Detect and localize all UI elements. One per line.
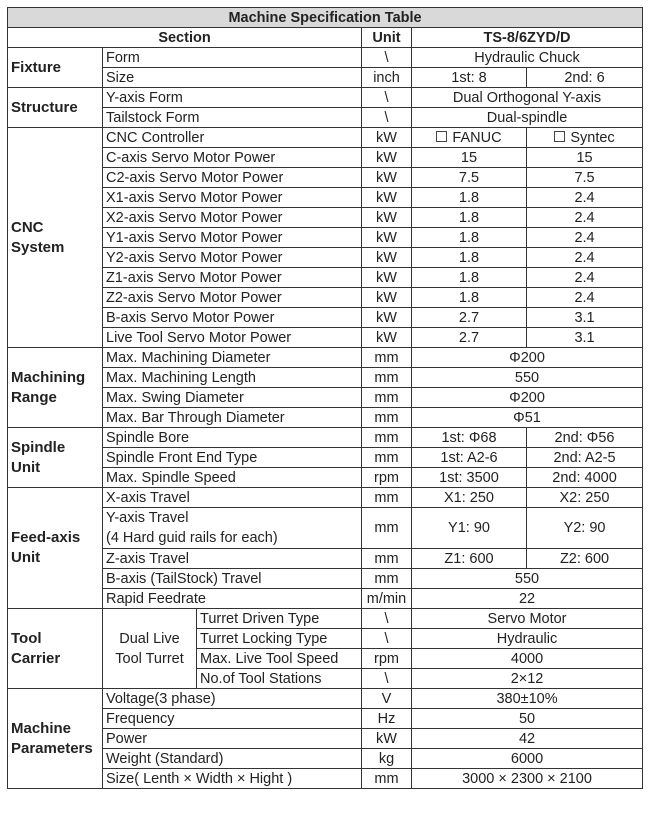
row-label: X1-axis Servo Motor Power bbox=[103, 188, 362, 208]
row-unit: kW bbox=[362, 148, 412, 168]
row-value: 4000 bbox=[412, 649, 643, 669]
subsection-line-1: Dual Live bbox=[119, 630, 180, 647]
row-label: Y-axis Form bbox=[103, 88, 362, 108]
row-label: B-axis Servo Motor Power bbox=[103, 308, 362, 328]
table-row bbox=[8, 48, 643, 68]
row-value-1: 15 bbox=[412, 148, 527, 168]
row-value-2: X2: 250 bbox=[527, 488, 643, 508]
section-tool-carrier bbox=[8, 609, 103, 689]
table-row bbox=[8, 168, 643, 188]
row-unit: mm bbox=[362, 388, 412, 408]
row-value-1: 1.8 bbox=[412, 188, 527, 208]
row-value-2: 2.4 bbox=[527, 288, 643, 308]
row-label-line-1: Y-axis Travel bbox=[106, 510, 189, 526]
row-unit: mm bbox=[362, 348, 412, 368]
row-label: Size bbox=[103, 68, 362, 88]
section-line-2: Carrier bbox=[11, 649, 61, 667]
row-unit: mm bbox=[362, 549, 412, 569]
section-line-2: Unit bbox=[11, 458, 41, 476]
row-label: Turret Locking Type bbox=[197, 629, 362, 649]
row-label: CNC Controller bbox=[103, 128, 362, 148]
row-label: C-axis Servo Motor Power bbox=[103, 148, 362, 168]
table-row bbox=[8, 268, 643, 288]
row-value: Servo Motor bbox=[412, 609, 643, 629]
row-label: Max. Bar Through Diameter bbox=[103, 408, 362, 428]
row-value-1: 1st: Φ68 bbox=[412, 428, 527, 448]
row-label: Max. Spindle Speed bbox=[103, 468, 362, 488]
row-value-2: 15 bbox=[527, 148, 643, 168]
row-label: Live Tool Servo Motor Power bbox=[103, 328, 362, 348]
row-unit: rpm bbox=[362, 649, 412, 669]
section-line-2: System bbox=[11, 238, 65, 256]
section-cnc-system bbox=[8, 128, 103, 348]
row-value-1: 1.8 bbox=[412, 228, 527, 248]
row-unit: mm bbox=[362, 428, 412, 448]
row-label: Weight (Standard) bbox=[103, 749, 362, 769]
header-section: Section bbox=[8, 28, 362, 48]
row-value: 22 bbox=[412, 589, 643, 609]
row-label: Y1-axis Servo Motor Power bbox=[103, 228, 362, 248]
row-value-1: 1st: 8 bbox=[412, 68, 527, 88]
row-unit: \ bbox=[362, 88, 412, 108]
checkbox-icon[interactable] bbox=[554, 131, 565, 142]
row-value-2: 2.4 bbox=[527, 248, 643, 268]
section-line-1: Feed-axis bbox=[11, 529, 81, 546]
row-value-2: 2.4 bbox=[527, 188, 643, 208]
row-unit: kW bbox=[362, 268, 412, 288]
row-label: Z1-axis Servo Motor Power bbox=[103, 268, 362, 288]
row-value: 3000 × 2300 × 2100 bbox=[412, 769, 643, 789]
spec-table-container bbox=[7, 7, 643, 789]
table-row bbox=[8, 569, 643, 589]
table-row bbox=[8, 388, 643, 408]
row-value-2: Z2: 600 bbox=[527, 549, 643, 569]
table-row bbox=[8, 188, 643, 208]
section-line-1: Tool bbox=[11, 629, 42, 647]
row-label: Spindle Front End Type bbox=[103, 448, 362, 468]
table-row bbox=[8, 448, 643, 468]
section-line-1: Spindle bbox=[11, 438, 66, 456]
controller-option-syntec[interactable] bbox=[527, 128, 643, 148]
table-row bbox=[8, 609, 643, 629]
table-row bbox=[8, 468, 643, 488]
row-value-2: Y2: 90 bbox=[527, 508, 643, 549]
row-value-2: 2.4 bbox=[527, 228, 643, 248]
row-value: 380±10% bbox=[412, 689, 643, 709]
table-row bbox=[8, 108, 643, 128]
row-label: X2-axis Servo Motor Power bbox=[103, 208, 362, 228]
row-unit: \ bbox=[362, 669, 412, 689]
row-value-2: 2nd: A2-5 bbox=[527, 448, 643, 468]
row-unit: kW bbox=[362, 248, 412, 268]
row-label: X-axis Travel bbox=[103, 488, 362, 508]
header-row bbox=[8, 28, 643, 48]
table-row bbox=[8, 508, 643, 549]
subsection-line-2: Tool Turret bbox=[115, 650, 184, 667]
row-label: Tailstock Form bbox=[103, 108, 362, 128]
row-value-2: 2nd: Φ56 bbox=[527, 428, 643, 448]
row-label: Size( Lenth × Width × Hight ) bbox=[103, 769, 362, 789]
table-row bbox=[8, 709, 643, 729]
row-value-2: 2nd: 4000 bbox=[527, 468, 643, 488]
row-value: 50 bbox=[412, 709, 643, 729]
row-value: 550 bbox=[412, 569, 643, 589]
row-value: 42 bbox=[412, 729, 643, 749]
row-unit: m/min bbox=[362, 589, 412, 609]
section-machine-parameters bbox=[8, 689, 103, 789]
table-row bbox=[8, 328, 643, 348]
row-label: Max. Live Tool Speed bbox=[197, 649, 362, 669]
row-value-2: 2.4 bbox=[527, 208, 643, 228]
table-row bbox=[8, 308, 643, 328]
row-unit: Hz bbox=[362, 709, 412, 729]
row-unit: \ bbox=[362, 609, 412, 629]
row-label: Power bbox=[103, 729, 362, 749]
table-row bbox=[8, 148, 643, 168]
row-label: No.of Tool Stations bbox=[197, 669, 362, 689]
row-value-1: 1.8 bbox=[412, 248, 527, 268]
title-row bbox=[8, 8, 643, 28]
row-label-multiline bbox=[103, 508, 362, 549]
table-row bbox=[8, 208, 643, 228]
section-structure: Structure bbox=[8, 88, 103, 128]
row-value-2: 3.1 bbox=[527, 328, 643, 348]
row-value-1: 1.8 bbox=[412, 268, 527, 288]
row-unit: mm bbox=[362, 488, 412, 508]
row-value-1: 1st: 3500 bbox=[412, 468, 527, 488]
row-label: Y2-axis Servo Motor Power bbox=[103, 248, 362, 268]
table-row bbox=[8, 408, 643, 428]
section-line-2: Unit bbox=[11, 549, 41, 566]
row-value-2: 2nd: 6 bbox=[527, 68, 643, 88]
row-value-1: 2.7 bbox=[412, 308, 527, 328]
table-title: Machine Specification Table bbox=[8, 8, 643, 28]
header-unit: Unit bbox=[362, 28, 412, 48]
table-row bbox=[8, 348, 643, 368]
row-value: Dual-spindle bbox=[412, 108, 643, 128]
row-label: Frequency bbox=[103, 709, 362, 729]
row-label: Z2-axis Servo Motor Power bbox=[103, 288, 362, 308]
row-label: Voltage(3 phase) bbox=[103, 689, 362, 709]
row-value: Hydraulic bbox=[412, 629, 643, 649]
row-unit: inch bbox=[362, 68, 412, 88]
row-value-1: 7.5 bbox=[412, 168, 527, 188]
row-unit: mm bbox=[362, 408, 412, 428]
row-unit: kW bbox=[362, 168, 412, 188]
row-value: 6000 bbox=[412, 749, 643, 769]
row-label: Max. Machining Diameter bbox=[103, 348, 362, 368]
row-unit: \ bbox=[362, 629, 412, 649]
section-line-1: Machining bbox=[11, 368, 86, 386]
section-line-2: Parameters bbox=[11, 739, 93, 757]
row-unit: kW bbox=[362, 128, 412, 148]
row-value: 2×12 bbox=[412, 669, 643, 689]
row-value: Φ200 bbox=[412, 388, 643, 408]
row-value: Φ200 bbox=[412, 348, 643, 368]
controller-option-fanuc[interactable] bbox=[412, 128, 527, 148]
row-label: Turret Driven Type bbox=[197, 609, 362, 629]
table-row bbox=[8, 368, 643, 388]
row-value-1: 1st: A2-6 bbox=[412, 448, 527, 468]
row-unit: kW bbox=[362, 308, 412, 328]
table-row bbox=[8, 749, 643, 769]
row-value: 550 bbox=[412, 368, 643, 388]
row-value-2: 2.4 bbox=[527, 268, 643, 288]
table-row bbox=[8, 288, 643, 308]
row-unit: V bbox=[362, 689, 412, 709]
row-label: Spindle Bore bbox=[103, 428, 362, 448]
row-value: Φ51 bbox=[412, 408, 643, 428]
section-line-1: CNC bbox=[11, 218, 44, 236]
row-unit: kW bbox=[362, 288, 412, 308]
row-unit: kW bbox=[362, 208, 412, 228]
section-spindle-unit bbox=[8, 428, 103, 488]
table-row bbox=[8, 228, 643, 248]
row-unit: \ bbox=[362, 48, 412, 68]
table-row bbox=[8, 488, 643, 508]
row-unit: mm bbox=[362, 368, 412, 388]
section-line-2: Range bbox=[11, 388, 57, 406]
row-unit: mm bbox=[362, 769, 412, 789]
row-value-1: 1.8 bbox=[412, 288, 527, 308]
table-row bbox=[8, 729, 643, 749]
table-row bbox=[8, 428, 643, 448]
row-value-1: 2.7 bbox=[412, 328, 527, 348]
option-label: Syntec bbox=[570, 129, 615, 146]
table-row bbox=[8, 689, 643, 709]
row-label: B-axis (TailStock) Travel bbox=[103, 569, 362, 589]
row-unit: mm bbox=[362, 448, 412, 468]
table-row bbox=[8, 549, 643, 569]
row-unit: rpm bbox=[362, 468, 412, 488]
table-row bbox=[8, 248, 643, 268]
row-label: Max. Swing Diameter bbox=[103, 388, 362, 408]
row-unit: mm bbox=[362, 569, 412, 589]
section-fixture: Fixture bbox=[8, 48, 103, 88]
row-value-1: Y1: 90 bbox=[412, 508, 527, 549]
table-row bbox=[8, 88, 643, 108]
row-label: Z-axis Travel bbox=[103, 549, 362, 569]
row-value-1: X1: 250 bbox=[412, 488, 527, 508]
table-row bbox=[8, 769, 643, 789]
machine-spec-table bbox=[7, 7, 643, 789]
subsection-dual-live-tool-turret bbox=[103, 609, 197, 689]
row-unit: kW bbox=[362, 328, 412, 348]
section-feed-axis-unit bbox=[8, 488, 103, 609]
row-unit: kW bbox=[362, 729, 412, 749]
row-label-line-2: (4 Hard guid rails for each) bbox=[106, 530, 278, 546]
row-unit: \ bbox=[362, 108, 412, 128]
row-value: Hydraulic Chuck bbox=[412, 48, 643, 68]
row-label: Form bbox=[103, 48, 362, 68]
row-value: Dual Orthogonal Y-axis bbox=[412, 88, 643, 108]
row-unit: mm bbox=[362, 508, 412, 549]
row-label: C2-axis Servo Motor Power bbox=[103, 168, 362, 188]
checkbox-icon[interactable] bbox=[436, 131, 447, 142]
table-row bbox=[8, 589, 643, 609]
row-unit: kg bbox=[362, 749, 412, 769]
row-unit: kW bbox=[362, 188, 412, 208]
row-value-1: Z1: 600 bbox=[412, 549, 527, 569]
row-value-2: 3.1 bbox=[527, 308, 643, 328]
row-label: Max. Machining Length bbox=[103, 368, 362, 388]
row-value-2: 7.5 bbox=[527, 168, 643, 188]
section-machining-range bbox=[8, 348, 103, 428]
row-value-1: 1.8 bbox=[412, 208, 527, 228]
row-label: Rapid Feedrate bbox=[103, 589, 362, 609]
row-unit: kW bbox=[362, 228, 412, 248]
table-row bbox=[8, 68, 643, 88]
option-label: FANUC bbox=[452, 129, 502, 146]
header-model: TS-8/6ZYD/D bbox=[412, 28, 643, 48]
table-row bbox=[8, 128, 643, 148]
section-line-1: Machine bbox=[11, 719, 72, 737]
